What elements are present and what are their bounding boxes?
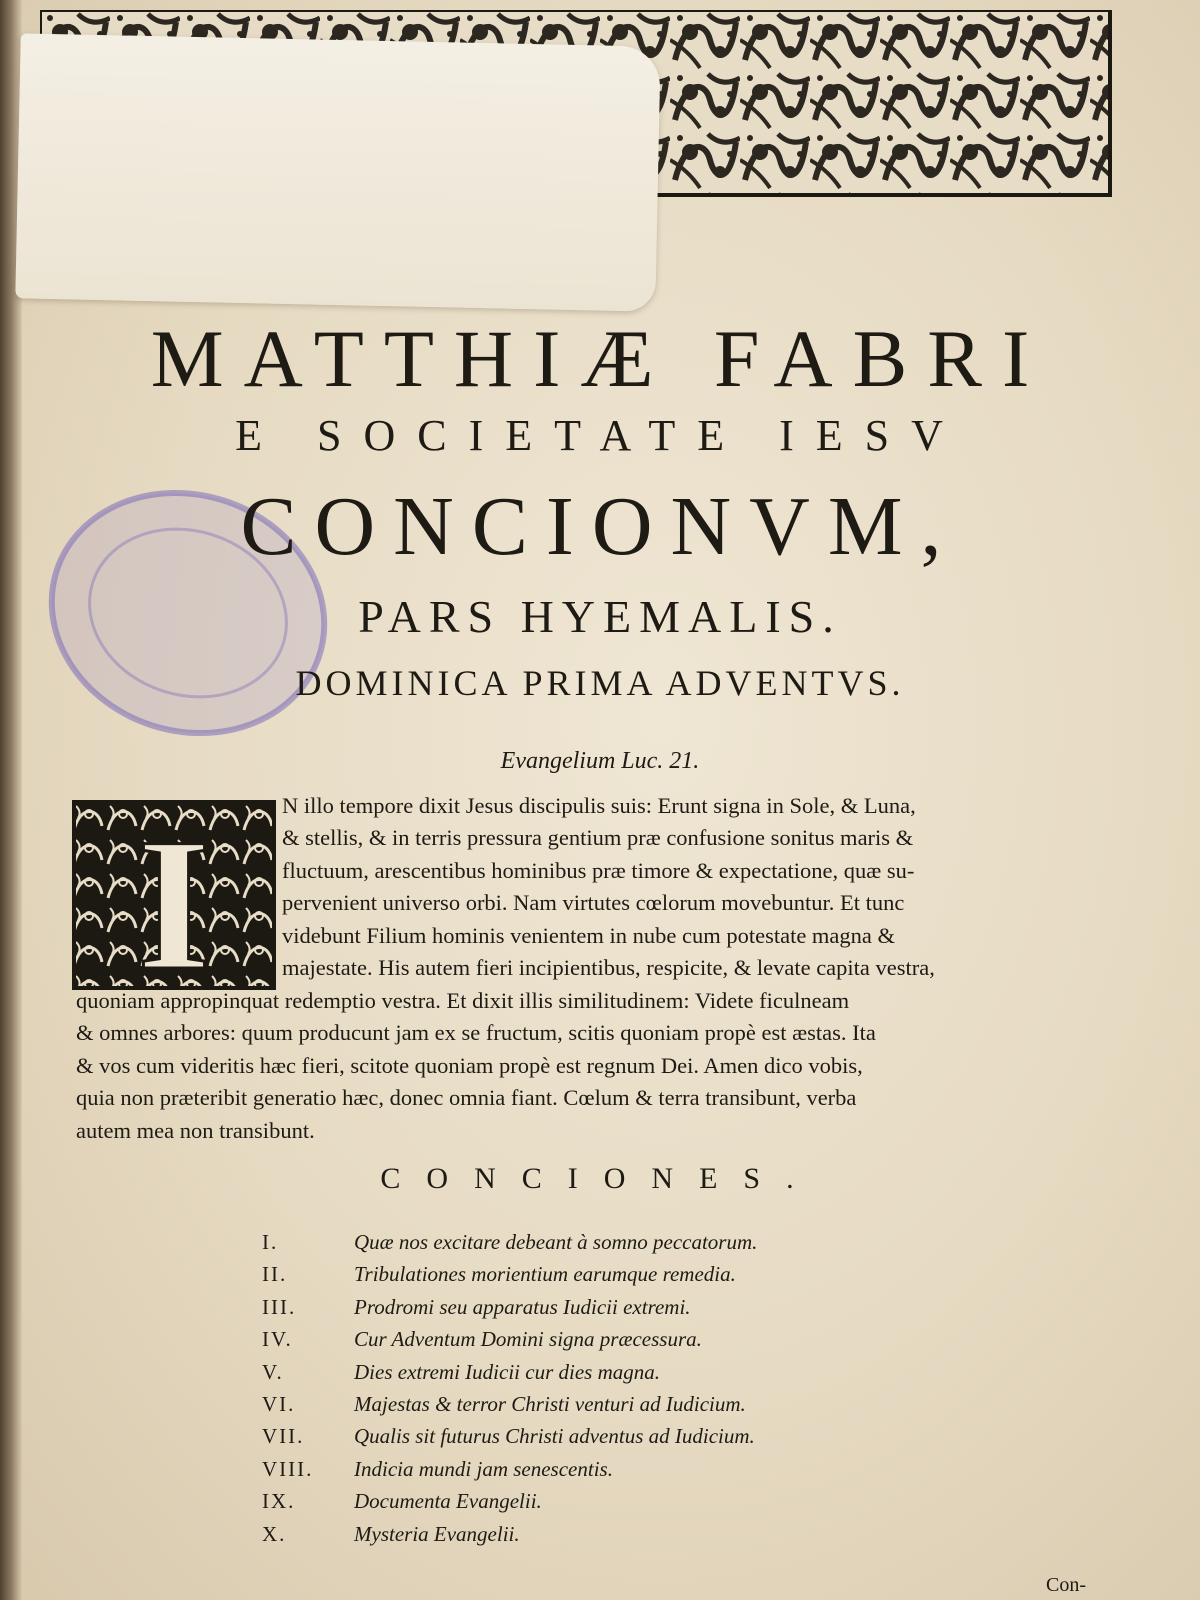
item-text: Tribulationes morientium earumque remedia. — [354, 1262, 736, 1287]
item-text: Quæ nos excitare debeant à somno peccatorum. — [354, 1230, 758, 1254]
list-item — [262, 1489, 902, 1521]
gospel-line: pervenient universo orbi. Nam virtutes cœlorum movebuntur. Et tunc — [282, 890, 905, 915]
gospel-line: fluctuum, arescentibus hominibus præ timore & expectatione, quæ su- — [282, 858, 915, 883]
list-item — [262, 1327, 902, 1359]
gospel-line: & vos cum videritis hæc fieri, scitote quoniam propè est regnum Dei. Amen dico vobis, — [76, 1053, 863, 1078]
author-affiliation: E SOCIETATE IESV — [235, 411, 965, 460]
gospel-line: videbunt Filium hominis venientem in nube cum potestate magna & — [282, 923, 896, 948]
item-number: IX. — [262, 1489, 296, 1514]
list-item — [262, 1392, 902, 1424]
item-text: Mysteria Evangelii. — [354, 1521, 520, 1546]
gospel-line: quia non præteribit generatio hæc, donec omnia fiant. Cœlum & terra transibunt, verba — [76, 1085, 857, 1110]
decorated-initial — [72, 800, 276, 990]
paper-repair-strip — [15, 33, 660, 311]
gospel-line: & stellis, & in terris pressura gentium præ confusione sonitus maris & — [282, 825, 914, 850]
item-number: IV. — [262, 1327, 293, 1352]
work-title: CONCIONVM, — [240, 480, 960, 573]
item-text: Dies extremi Iudicii cur dies magna. — [354, 1359, 660, 1384]
gospel-line: autem mea non transibunt. — [76, 1118, 315, 1143]
item-number: V. — [262, 1359, 284, 1384]
item-text: Documenta Evangelii. — [354, 1489, 542, 1514]
item-number: X. — [262, 1521, 287, 1546]
gospel-line: majestate. His autem fieri incipientibus, respicite, & levate capita vestra, — [282, 955, 935, 980]
list-item — [262, 1230, 902, 1262]
gospel-line: N illo tempore dixit Jesus discipulis suis: Erunt signa in Sole, & Luna, — [282, 793, 916, 818]
list-item — [262, 1522, 902, 1554]
list-item — [262, 1295, 902, 1327]
item-number: VIII. — [262, 1456, 314, 1481]
item-number: III. — [262, 1294, 297, 1319]
catchword: Con- — [1046, 1574, 1086, 1596]
list-item — [262, 1457, 902, 1489]
list-item — [262, 1424, 902, 1456]
gospel-line: & omnes arbores: quum producunt jam ex se fructum, scitis quoniam propè est æstas. Ita — [76, 1020, 876, 1045]
item-number: VI. — [262, 1391, 296, 1416]
list-item — [262, 1262, 902, 1294]
item-text: Prodromi seu apparatus Iudicii extremi. — [354, 1294, 691, 1319]
gospel-line: quoniam appropinquat redemptio vestra. Et dixit illis similitudinem: Videte ficulneam — [76, 988, 850, 1013]
item-number: VII. — [262, 1424, 305, 1449]
item-text: Majestas & terror Christi venturi ad Iudicium. — [354, 1391, 746, 1416]
author-name: MATTHIÆ FABRI — [150, 313, 1050, 404]
item-text: Qualis sit futurus Christi adventus ad Iudicium. — [354, 1424, 755, 1449]
gospel-reference: Evangelium Luc. 21. — [500, 748, 700, 774]
item-number: II. — [262, 1262, 288, 1287]
conciones-heading: CONCIONES. — [380, 1162, 820, 1195]
sunday-heading: DOMINICA PRIMA ADVENTVS. — [295, 663, 905, 703]
list-item — [262, 1360, 902, 1392]
initial-letter: I — [137, 800, 211, 990]
conciones-list — [262, 1230, 902, 1554]
item-text: Cur Adventum Domini signa præcessura. — [354, 1327, 702, 1352]
item-text: Indicia mundi jam senescentis. — [354, 1456, 613, 1481]
work-part: PARS HYEMALIS. — [358, 591, 842, 642]
item-number: I. — [262, 1230, 279, 1254]
